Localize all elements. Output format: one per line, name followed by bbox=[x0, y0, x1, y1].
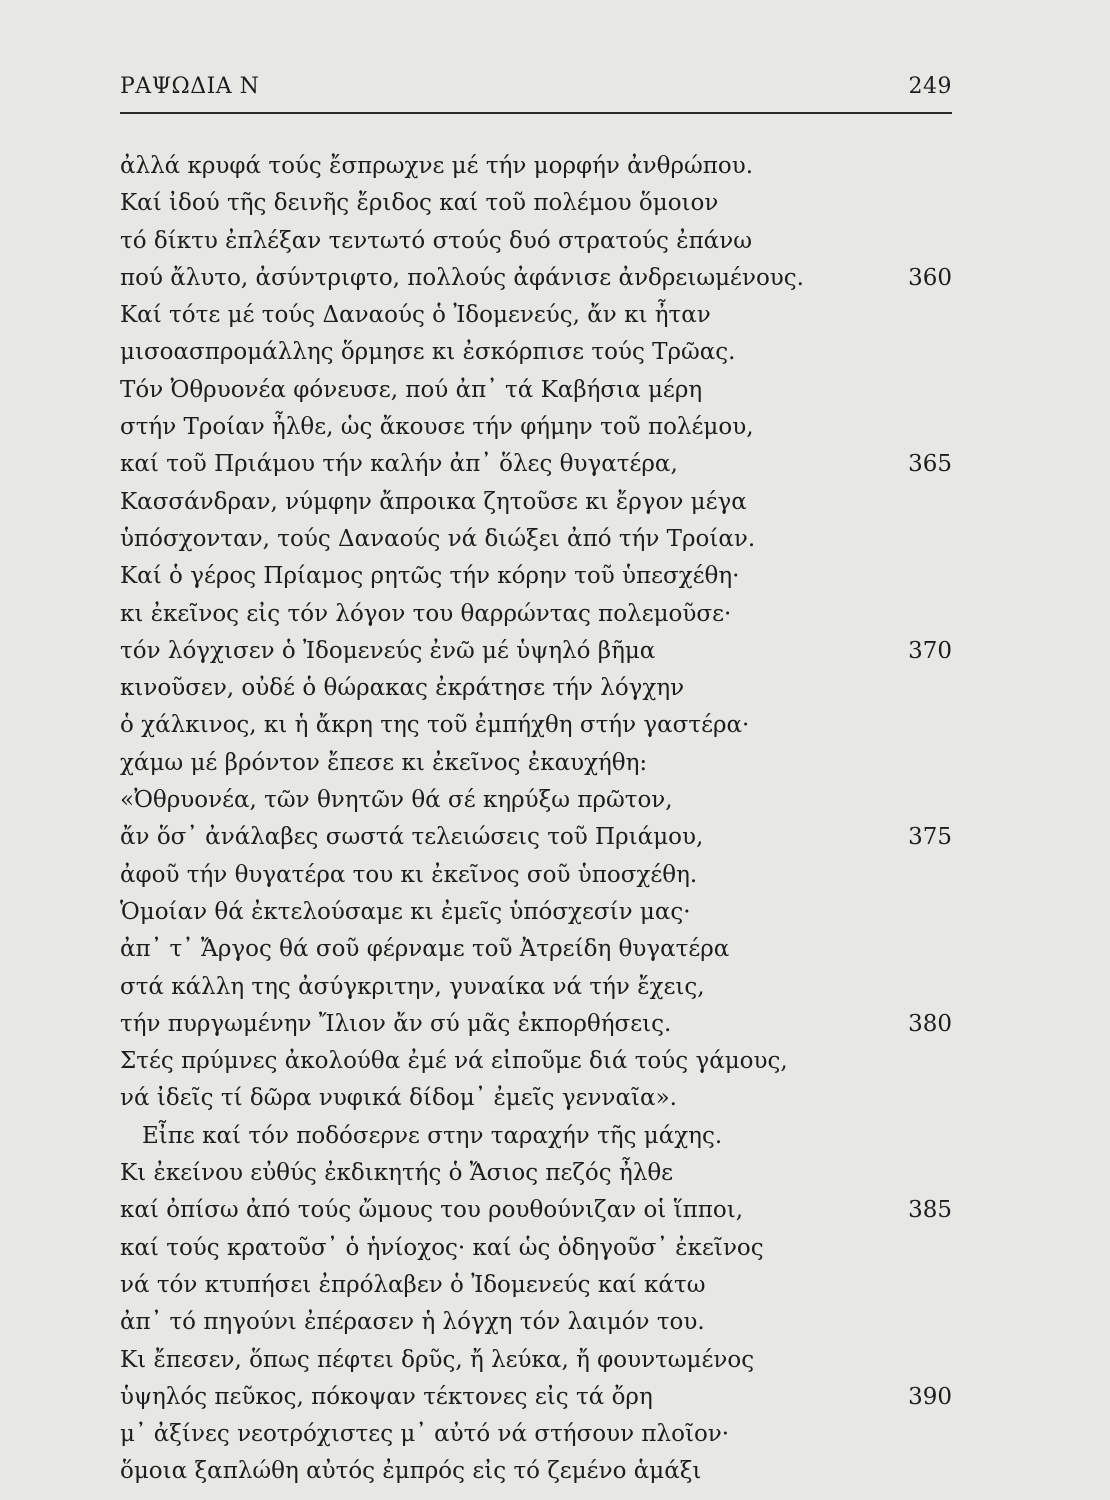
page-number: 249 bbox=[908, 74, 952, 99]
verse-text: στά κάλλη της ἀσύγκριτην, γυναίκα νά τήν ἔχεις, bbox=[120, 973, 705, 1000]
verse-text: Εἶπε καί τόν ποδόσερνε στην ταραχήν τῆς μάχης. bbox=[142, 1122, 723, 1149]
verse-line bbox=[120, 819, 952, 856]
verse-text: μισοασπρομάλλης ὅρμησε κι ἐσκόρπισε τούς Τρῶας. bbox=[120, 339, 736, 366]
verse-text: Τόν Ὀθρυονέα φόνευσε, πού ἀπ᾽ τά Καβήσια μέρη bbox=[120, 376, 703, 403]
verse-line bbox=[120, 1155, 952, 1192]
verse-line bbox=[120, 223, 952, 260]
verse-text: τό δίκτυ ἐπλέξαν τεντωτό στούς δυό στρατούς ἐπάνω bbox=[120, 227, 752, 254]
verse-text: ὑπόσχονταν, τούς Δαναούς νά διώξει ἀπό τήν Τροίαν. bbox=[120, 525, 756, 552]
verse-text: Κι ἔπεσεν, ὅπως πέφτει δρῦς, ἤ λεύκα, ἤ φουντωμένος bbox=[120, 1346, 755, 1373]
verse-text: Καί τότε μέ τούς Δαναούς ὁ Ἰδομενεύς, ἄν κι ἦταν bbox=[120, 302, 711, 329]
verse-line bbox=[120, 185, 952, 222]
verse-text: Στές πρύμνες ἀκολούθα ἐμέ νά εἰποῦμε διά τούς γάμους, bbox=[120, 1048, 788, 1075]
verse-line bbox=[120, 1453, 952, 1490]
verse-block bbox=[120, 148, 952, 1491]
verse-line bbox=[120, 521, 952, 558]
verse-line bbox=[120, 931, 952, 968]
verse-line bbox=[120, 1342, 952, 1379]
verse-line bbox=[120, 969, 952, 1006]
verse-line bbox=[120, 1230, 952, 1267]
verse-line bbox=[120, 409, 952, 446]
verse-text: τήν πυργωμένην Ἴλιον ἄν σύ μᾶς ἐκπορθήσεις. bbox=[120, 1010, 672, 1037]
line-number: 385 bbox=[908, 1197, 952, 1224]
verse-text: Καί ἰδού τῆς δεινῆς ἔριδος καί τοῦ πολέμου ὅμοιον bbox=[120, 190, 719, 217]
verse-line bbox=[120, 484, 952, 521]
verse-line bbox=[120, 558, 952, 595]
verse-line bbox=[120, 372, 952, 409]
verse-text: ἀλλά κρυφά τούς ἔσπρωχνε μέ τήν μορφήν ἀνθρώπου. bbox=[120, 153, 754, 179]
verse-text: Ὁμοίαν θά ἐκτελούσαμε κι ἐμεῖς ὑπόσχεσίν μας· bbox=[120, 898, 691, 925]
line-number: 375 bbox=[908, 824, 952, 851]
verse-text: καί τούς κρατοῦσ᾽ ὁ ἡνίοχος· καί ὡς ὁδηγοῦσ᾽ ἐκεῖνος bbox=[120, 1234, 764, 1261]
verse-text: ἀπ᾽ τό πηγούνι ἐπέρασεν ἡ λόγχη τόν λαιμόν του. bbox=[120, 1309, 705, 1336]
verse-line bbox=[120, 782, 952, 819]
line-number: 370 bbox=[908, 637, 952, 664]
verse-line bbox=[120, 1192, 952, 1229]
verse-line bbox=[120, 1379, 952, 1416]
verse-line bbox=[120, 1304, 952, 1341]
line-number: 380 bbox=[908, 1010, 952, 1037]
verse-text: καί ὀπίσω ἀπό τούς ὤμους του ρουθούνιζαν οἱ ἵπποι, bbox=[120, 1197, 744, 1224]
verse-text: Κασσάνδραν, νύμφην ἄπροικα ζητοῦσε κι ἔργον μέγα bbox=[120, 488, 747, 515]
line-number: 390 bbox=[908, 1383, 952, 1410]
verse-text: τόν λόγχισεν ὁ Ἰδομενεύς ἐνῶ μέ ὑψηλό βῆμα bbox=[120, 637, 656, 664]
verse-line bbox=[120, 297, 952, 334]
verse-line bbox=[120, 745, 952, 782]
verse-text: ὑψηλός πεῦκος, πόκοψαν τέκτονες εἰς τά ὄρη bbox=[120, 1383, 653, 1410]
verse-line bbox=[120, 1118, 952, 1155]
verse-line bbox=[120, 1043, 952, 1080]
verse-text: κινοῦσεν, οὐδέ ὁ θώρακας ἐκράτησε τήν λόγχην bbox=[120, 675, 685, 702]
verse-line bbox=[120, 894, 952, 931]
verse-text: νά τόν κτυπήσει ἐπρόλαβεν ὁ Ἰδομενεύς καί κάτω bbox=[120, 1271, 706, 1298]
verse-text: ἄν ὅσ᾽ ἀνάλαβες σωστά τελειώσεις τοῦ Πριάμου, bbox=[120, 824, 704, 851]
verse-line bbox=[120, 260, 952, 297]
verse-line bbox=[120, 148, 952, 185]
running-head bbox=[120, 74, 952, 106]
verse-text: ὅμοια ξαπλώθη αὐτός ἐμπρός εἰς τό ζεμένο ἁμάξι bbox=[120, 1458, 702, 1485]
verse-line bbox=[120, 707, 952, 744]
verse-text: ἀφοῦ τήν θυγατέρα του κι ἐκεῖνος σοῦ ὑποσχέθη. bbox=[120, 861, 698, 888]
verse-text: καί τοῦ Πριάμου τήν καλήν ἀπ᾽ ὅλες θυγατέρα, bbox=[120, 451, 678, 478]
verse-line bbox=[120, 1267, 952, 1304]
verse-line bbox=[120, 1006, 952, 1043]
verse-line bbox=[120, 596, 952, 633]
verse-text: Καί ὁ γέρος Πρίαμος ρητῶς τήν κόρην τοῦ ὑπεσχέθη· bbox=[120, 563, 740, 590]
verse-line bbox=[120, 670, 952, 707]
verse-text: κι ἐκεῖνος εἰς τόν λόγον του θαρρώντας πολεμοῦσε· bbox=[120, 600, 732, 627]
line-number: 365 bbox=[908, 451, 952, 478]
verse-text: ὁ χάλκινος, κι ἡ ἄκρη της τοῦ ἐμπήχθη στήν γαστέρα· bbox=[120, 712, 750, 739]
verse-line bbox=[120, 633, 952, 670]
chapter-title: ΡΑΨΩΔΙΑ Ν bbox=[120, 74, 260, 99]
verse-text: χάμω μέ βρόντον ἔπεσε κι ἐκεῖνος ἐκαυχήθη: bbox=[120, 749, 648, 776]
verse-text: πού ἄλυτο, ἀσύντριφτο, πολλούς ἀφάνισε ἀνδρειωμένους. bbox=[120, 264, 804, 291]
line-number: 360 bbox=[908, 264, 952, 291]
verse-text: Κι ἐκείνου εὐθύς ἐκδικητής ὁ Ἄσιος πεζός ἦλθε bbox=[120, 1160, 674, 1187]
verse-line bbox=[120, 1080, 952, 1117]
verse-text: «Ὀθρυονέα, τῶν θνητῶν θά σέ κηρύξω πρῶτον, bbox=[120, 787, 673, 814]
verse-line bbox=[120, 857, 952, 894]
verse-text: νά ἰδεῖς τί δῶρα νυφικά δίδομ᾽ ἐμεῖς γενναῖα». bbox=[120, 1085, 677, 1112]
verse-text: ἀπ᾽ τ᾽ Ἄργος θά σοῦ φέρναμε τοῦ Ἀτρείδη θυγατέρα bbox=[120, 936, 730, 963]
verse-line bbox=[120, 1416, 952, 1453]
verse-line bbox=[120, 446, 952, 483]
header-rule bbox=[120, 112, 952, 114]
verse-text: στήν Τροίαν ἦλθε, ὡς ἄκουσε τήν φήμην τοῦ πολέμου, bbox=[120, 414, 754, 441]
verse-line bbox=[120, 334, 952, 371]
verse-text: μ᾽ ἀξίνες νεοτρόχιστες μ᾽ αὐτό νά στήσουν πλοῖον· bbox=[120, 1421, 730, 1448]
